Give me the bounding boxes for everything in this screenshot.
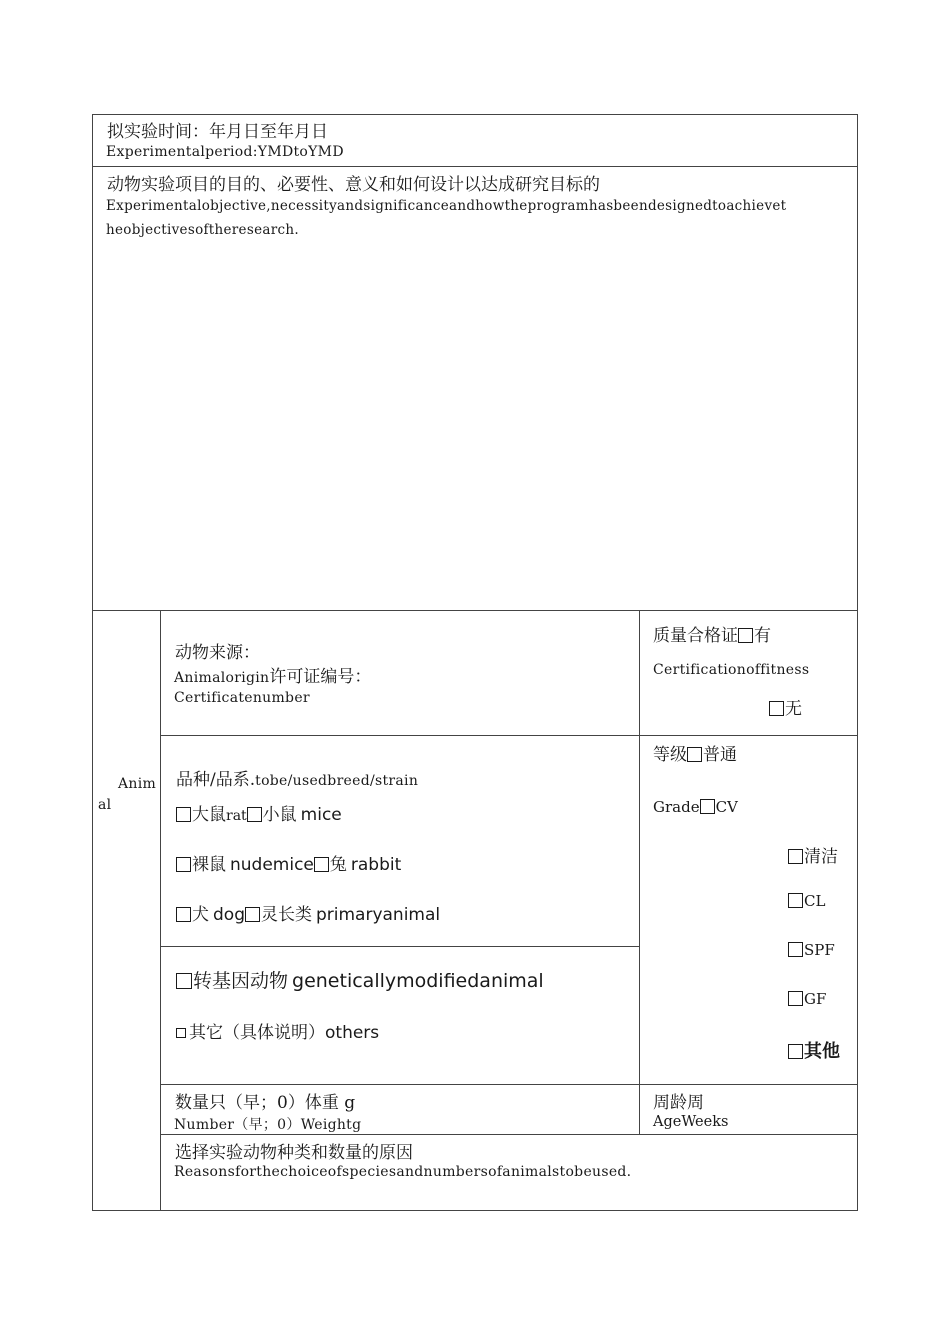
certificate-no-label: 无 — [785, 699, 802, 719]
grade-cv-checkbox[interactable] — [700, 799, 715, 814]
certificate-label-cn: 质量合格证 — [653, 626, 738, 646]
grade-spf-checkbox[interactable] — [788, 942, 803, 957]
divider — [639, 610, 640, 1134]
other-checkbox[interactable] — [176, 1028, 186, 1038]
rabbit-label-cn: 兔 — [329, 855, 347, 875]
mice-label-cn: 小鼠 — [262, 805, 297, 825]
divider — [92, 166, 858, 167]
grade-other-label: 其他 — [804, 1041, 840, 1062]
other-row — [176, 1018, 379, 1043]
reasons-label-cn: 选择实验动物种类和数量的原因 — [175, 1143, 413, 1163]
reasons-label-en: Reasonsforthechoiceofspeciesandnumbersofanimalstobeused. — [174, 1164, 632, 1180]
grade-cl-label: CL — [804, 892, 826, 910]
dog-label-cn: 犬 — [192, 905, 209, 925]
grade-spf-line — [788, 941, 835, 959]
grade-clean-checkbox[interactable] — [788, 849, 803, 864]
license-label-en: Certificatenumber — [174, 690, 310, 706]
grade-cv-line — [653, 798, 738, 816]
certificate-yes-checkbox[interactable] — [738, 628, 753, 643]
period-label-en: Experimentalperiod:YMDtoYMD — [106, 144, 344, 160]
dog-checkbox[interactable] — [176, 907, 191, 922]
divider — [160, 610, 161, 1211]
grade-label-cn: 等级 — [653, 745, 687, 765]
grade-gf-checkbox[interactable] — [788, 991, 803, 1006]
number-label-en: Number（早；0）Weightg — [174, 1117, 362, 1133]
period-label-cn: 拟实验时间：年月日至年月日 — [107, 122, 328, 142]
grade-clean-label: 清洁 — [804, 847, 838, 867]
rat-checkbox[interactable] — [176, 807, 191, 822]
grade-cl-checkbox[interactable] — [788, 893, 803, 908]
license-label-cn: 许可证编号： — [269, 667, 372, 687]
source-label-cn: 动物来源： — [175, 643, 260, 663]
primate-label-cn: 灵长类 — [260, 905, 312, 925]
certificate-no-checkbox[interactable] — [769, 701, 784, 716]
grade-gf-line — [788, 990, 826, 1008]
gm-label-en: geneticallymodifiedanimal — [292, 970, 544, 992]
reasons-answer-area[interactable] — [162, 1186, 856, 1209]
breed-row-3 — [176, 900, 440, 925]
rabbit-checkbox[interactable] — [314, 857, 329, 872]
breed-row-1 — [176, 800, 342, 825]
divider — [160, 1084, 858, 1085]
certificate-no-line — [769, 694, 802, 719]
grade-gf-label: GF — [804, 990, 827, 1008]
mice-checkbox[interactable] — [247, 807, 262, 822]
rat-label-en: rat — [226, 808, 247, 824]
other-label-en: others — [325, 1023, 380, 1043]
divider — [160, 735, 858, 736]
breed-row-2 — [176, 850, 401, 875]
source-label-en: Animalorigin — [174, 670, 270, 686]
grade-normal-checkbox[interactable] — [687, 747, 702, 762]
dog-label-en: dog — [213, 905, 245, 925]
nude-label-cn: 裸鼠 — [192, 855, 226, 875]
certificate-line — [653, 621, 771, 646]
objective-label-cn: 动物实验项目的目的、必要性、意义和如何设计以达成研究目标的 — [107, 175, 600, 195]
age-label-en: AgeWeeks — [653, 1114, 729, 1130]
breed-heading-cn: 品种/品系. — [176, 770, 256, 790]
grade-other-checkbox[interactable] — [788, 1044, 803, 1059]
grade-line — [653, 740, 737, 765]
primate-checkbox[interactable] — [245, 907, 260, 922]
divider — [92, 610, 858, 611]
grade-other-line — [788, 1037, 840, 1063]
animal-side-label-1: Anim — [118, 776, 157, 792]
objective-label-en-2: heobjectivesoftheresearch. — [106, 222, 299, 238]
divider — [160, 946, 639, 947]
gm-row — [176, 966, 544, 993]
number-label-cn: 数量只（早；0）体重 g — [175, 1093, 356, 1113]
grade-label-en: Grade — [653, 798, 700, 816]
nude-mice-checkbox[interactable] — [176, 857, 191, 872]
gm-label-cn: 转基因动物 — [193, 970, 289, 992]
grade-spf-label: SPF — [804, 941, 835, 959]
divider — [160, 1134, 858, 1135]
objective-answer-area[interactable] — [94, 245, 856, 607]
certificate-label-en: Certificationoffitness — [653, 662, 810, 678]
breed-heading-en: tobe/usedbreed/strain — [255, 773, 419, 789]
certificate-yes-label: 有 — [754, 626, 771, 646]
gm-checkbox[interactable] — [176, 973, 192, 989]
other-label-cn: 其它（具体说明） — [189, 1023, 325, 1043]
grade-cv-label: CV — [715, 798, 738, 816]
rat-label-cn: 大鼠 — [192, 805, 226, 825]
grade-clean-line — [788, 842, 838, 867]
nude-label-en: nudemice — [230, 855, 314, 875]
source-line — [174, 662, 371, 687]
rabbit-label-en: rabbit — [350, 855, 402, 875]
mice-label-en: mice — [300, 805, 342, 825]
grade-cl-line — [788, 892, 825, 910]
grade-normal-label: 普通 — [703, 745, 737, 765]
primate-label-en: primaryanimal — [315, 905, 441, 925]
objective-label-en-1: Experimentalobjective,necessityandsignificanceandhowtheprogramhasbeendesignedtoachievet — [106, 198, 787, 214]
animal-side-label-2: al — [98, 797, 112, 813]
age-label-cn: 周龄周 — [653, 1093, 704, 1113]
breed-heading — [176, 765, 418, 790]
